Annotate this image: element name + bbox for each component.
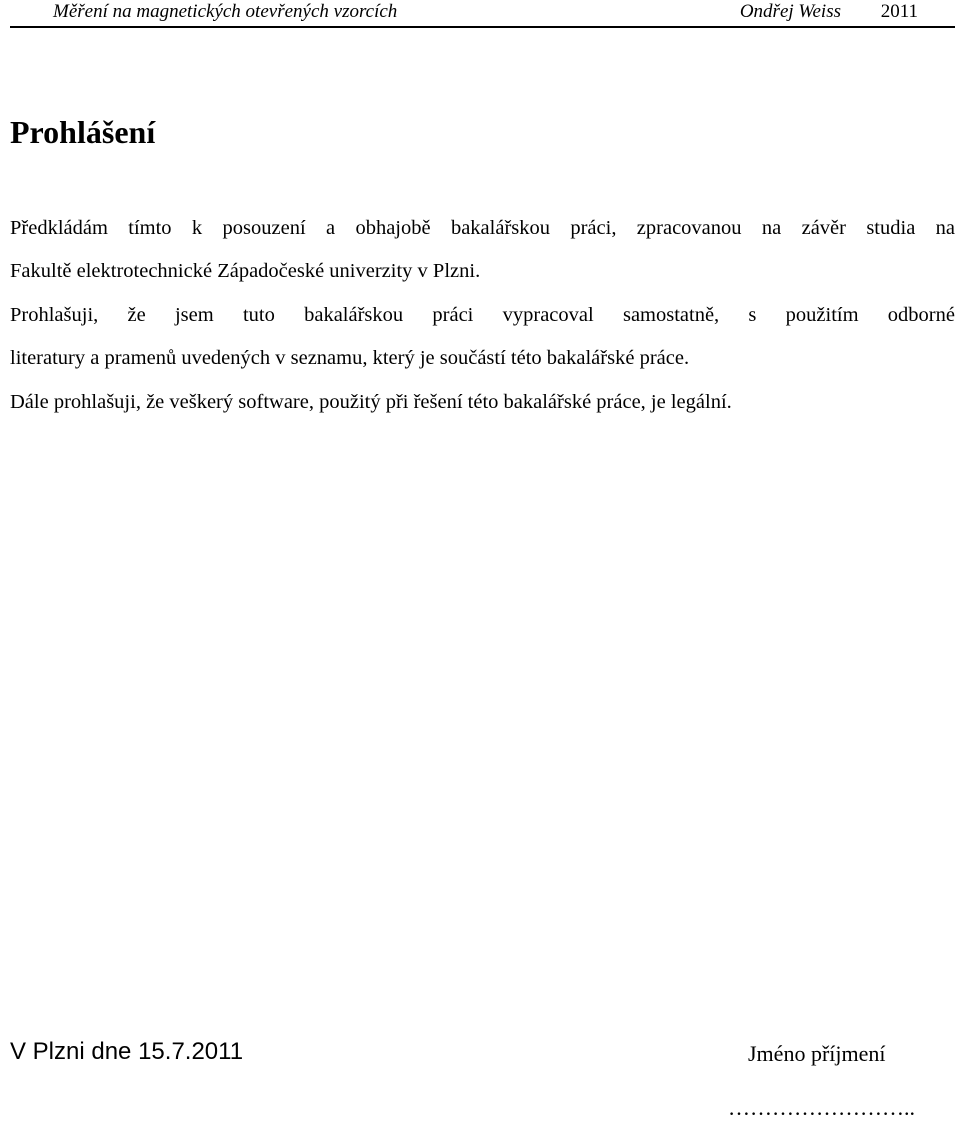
body-line-1: Předkládám tímto k posouzení a obhajobě bakalářskou práci, zpracovanou na závěr studia na [10, 217, 955, 239]
place-and-date: V Plzni dne 15.7.2011 [10, 1038, 244, 1065]
body-line-3: Prohlašuji, že jsem tuto bakalářskou práci vypracoval samostatně, s použitím odborné [10, 304, 955, 326]
header-divider [10, 26, 955, 28]
header-author: Ondřej Weiss [739, 1, 841, 22]
header-document-title: Měření na magnetických otevřených vzorcích [53, 1, 398, 22]
header-year: 2011 [880, 1, 918, 22]
page-heading: Prohlášení [10, 114, 156, 150]
page-header [10, 0, 955, 27]
signature-dotted-line: …………………….. [728, 1095, 915, 1120]
signature-name-label: Jméno příjmení [748, 1041, 886, 1066]
body-line-2: Fakultě elektrotechnické Západočeské univerzity v Plzni. [10, 260, 481, 282]
body-line-4: literatury a pramenů uvedených v seznamu, který je součástí této bakalářské práce. [10, 347, 690, 369]
body-line-5: Dále prohlašuji, že veškerý software, použitý při řešení této bakalářské práce, je legální. [10, 391, 732, 413]
